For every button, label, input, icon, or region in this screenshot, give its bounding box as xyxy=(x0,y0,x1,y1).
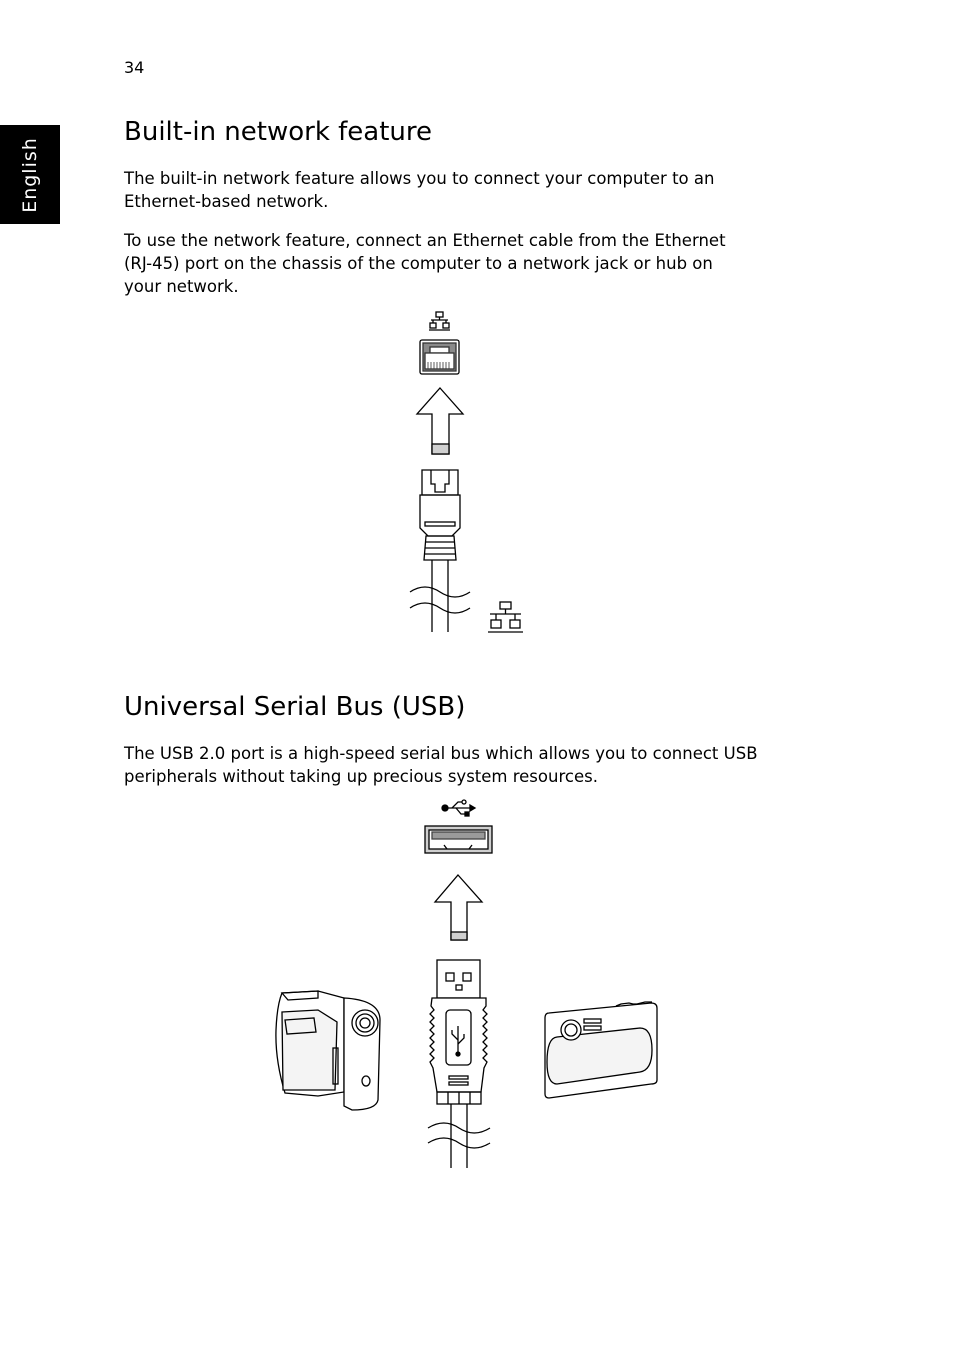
usb-port-icon xyxy=(425,826,492,853)
usb-paragraph-1-line-1: The USB 2.0 port is a high-speed serial bus which allows you to connect USB xyxy=(124,744,758,763)
usb-heading: Universal Serial Bus (USB) xyxy=(124,692,466,722)
network-icon xyxy=(429,312,450,330)
network-heading: Built-in network feature xyxy=(124,117,433,147)
rj45-port-icon xyxy=(420,340,459,374)
camcorder-icon xyxy=(276,991,380,1110)
network-paragraph-1-line-1: The built-in network feature allows you to connect your computer to an xyxy=(124,169,715,188)
usb-plug-icon xyxy=(428,960,490,1168)
up-arrow-icon xyxy=(435,875,482,940)
network-paragraph-2-line-2: (RJ-45) port on the chassis of the computer to a network jack or hub on xyxy=(124,254,713,273)
network-paragraph-2-line-1: To use the network feature, connect an Ethernet cable from the Ethernet xyxy=(124,231,726,250)
up-arrow-icon xyxy=(417,388,463,454)
rj45-plug-icon xyxy=(410,470,470,632)
network-icon-large xyxy=(488,602,523,632)
page-number: 34 xyxy=(124,58,145,77)
network-paragraph-2-line-3: your network. xyxy=(124,277,239,296)
usb-paragraph-1-line-2: peripherals without taking up precious system resources. xyxy=(124,767,598,786)
digital-camera-icon xyxy=(545,1002,657,1098)
language-tab-label: English xyxy=(19,137,41,213)
network-paragraph-1-line-2: Ethernet-based network. xyxy=(124,192,329,211)
usb-icon xyxy=(442,800,475,816)
